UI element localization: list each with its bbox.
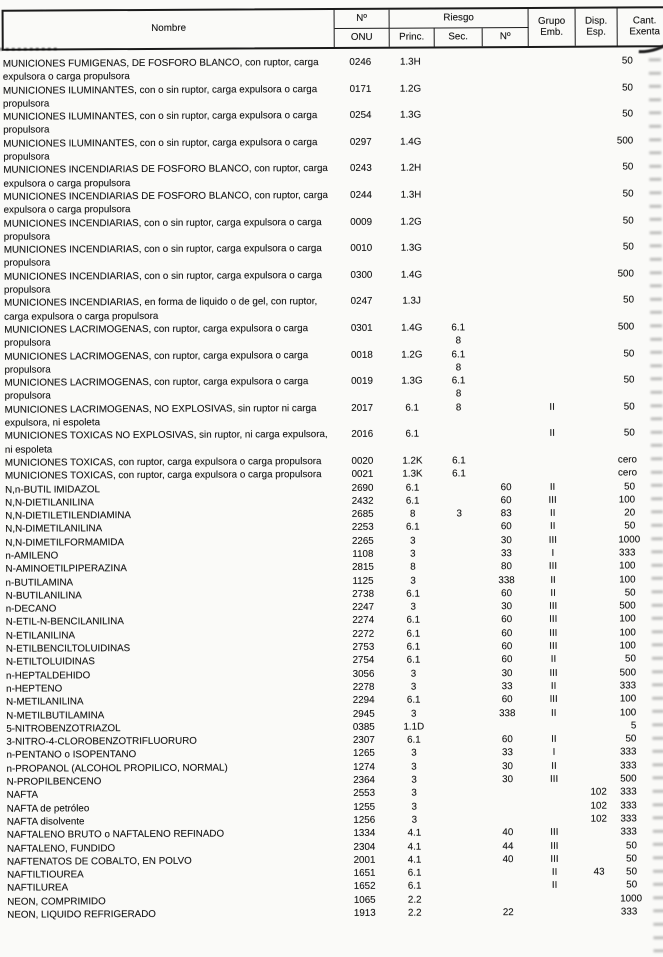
- substance-name: N-AMINOETILPIPERAZINA: [0, 561, 335, 576]
- risk-number: 80: [483, 560, 529, 574]
- risk-number: 30: [484, 600, 530, 614]
- risk-secondary: 6.1: [435, 454, 483, 468]
- risk-principal: 1.2K: [390, 454, 435, 468]
- risk-principal: 6.1: [391, 614, 436, 628]
- onu-number: 0021: [335, 468, 390, 482]
- table-row: [0, 81, 661, 111]
- packing-group: III: [531, 773, 578, 787]
- risk-number: 338: [484, 707, 530, 721]
- substance-name: n-HEPTENO: [1, 681, 336, 696]
- exempt-quantity: 333: [620, 786, 663, 800]
- exempt-quantity: 50: [620, 865, 663, 879]
- header-cant-exenta: Cant. Exenta: [618, 8, 663, 45]
- exempt-quantity: 333: [620, 812, 663, 826]
- exempt-quantity: 1000: [618, 533, 663, 547]
- risk-number: 30: [484, 667, 530, 681]
- risk-principal: 3: [392, 773, 437, 787]
- packing-group: III: [530, 666, 577, 680]
- substance-name: N-BUTILANILINA: [1, 588, 336, 603]
- packing-group: III: [529, 560, 576, 574]
- risk-principal: 3: [391, 760, 436, 774]
- onu-number: 2247: [336, 601, 391, 615]
- packing-group: II: [531, 866, 578, 880]
- risk-number: 40: [485, 853, 531, 867]
- exempt-quantity: 50: [616, 161, 661, 175]
- exempt-quantity: 100: [619, 639, 663, 653]
- onu-number: 1065: [337, 893, 392, 907]
- risk-number: 30: [483, 534, 529, 548]
- exempt-quantity: 500: [617, 267, 662, 281]
- header-onu: ONU: [335, 29, 390, 47]
- packing-group: II: [530, 653, 577, 667]
- risk-principal: 1.2G: [389, 348, 434, 362]
- packing-group: III: [530, 613, 577, 627]
- onu-number: 0019: [334, 375, 389, 389]
- packing-group: I: [529, 547, 576, 561]
- risk-principal: 3: [390, 547, 435, 561]
- exempt-quantity: 500: [619, 666, 663, 680]
- exempt-quantity: 100: [619, 626, 663, 640]
- exempt-quantity: 50: [620, 879, 663, 893]
- risk-number: 338: [484, 574, 530, 588]
- substance-name: MUNICIONES INCENDIARIAS DE FOSFORO BLANCO, con ruptor, carga expulsora o carga propulsora: [0, 189, 334, 217]
- table-row: [0, 187, 662, 217]
- substance-name: N-ETILBENCILTOLUIDINAS: [1, 641, 336, 656]
- onu-number: 0244: [333, 189, 388, 203]
- onu-number: 0243: [333, 162, 388, 176]
- table-row: [2, 905, 663, 922]
- risk-principal: 3: [390, 534, 435, 548]
- risk-principal: 6.1: [390, 521, 435, 535]
- packing-group: II: [530, 680, 577, 694]
- risk-principal: 6.1: [391, 694, 436, 708]
- substance-name: N-ETILANILINA: [1, 628, 336, 643]
- risk-number: 33: [483, 547, 529, 561]
- exempt-quantity: 50: [618, 427, 663, 441]
- packing-group: III: [529, 533, 576, 547]
- risk-principal: 1.3G: [389, 375, 434, 389]
- packing-group: III: [530, 693, 577, 707]
- substance-name: NAFTA de petróleo: [2, 801, 337, 816]
- exempt-quantity: cero: [618, 466, 663, 480]
- packing-group: II: [530, 733, 577, 747]
- packing-group: II: [530, 573, 577, 587]
- risk-number: 60: [483, 520, 529, 534]
- onu-number: 1108: [335, 548, 390, 562]
- risk-principal: 1.1D: [391, 720, 436, 734]
- exempt-quantity: 50: [619, 732, 663, 746]
- substance-name: N,N-DIETILETILENDIAMINA: [0, 508, 335, 523]
- onu-number: 2278: [336, 681, 391, 695]
- exempt-quantity: 50: [616, 54, 661, 68]
- exempt-quantity: 50: [619, 653, 663, 667]
- header-nombre: Nombre: [4, 10, 335, 49]
- onu-number: 2364: [337, 774, 392, 788]
- onu-number: 2945: [336, 707, 391, 721]
- risk-principal: 1.3G: [388, 109, 433, 123]
- onu-number: 1913: [337, 907, 392, 921]
- onu-number: 2272: [336, 627, 391, 641]
- exempt-quantity: 50: [617, 240, 662, 254]
- packing-group: III: [530, 640, 577, 654]
- exempt-quantity: 500: [619, 599, 663, 613]
- table-row: [0, 427, 663, 457]
- risk-number: 60: [484, 627, 530, 641]
- onu-number: 0301: [334, 322, 389, 336]
- exempt-quantity: 50: [619, 586, 663, 600]
- exempt-quantity: 50: [616, 187, 661, 201]
- risk-secondary: 6.1 8: [434, 348, 482, 375]
- onu-number: 0254: [333, 109, 388, 123]
- exempt-quantity: 100: [619, 573, 663, 587]
- header-disp-esp: Disp. Esp.: [576, 8, 618, 45]
- substance-name: MUNICIONES ILUMINANTES, con o sin ruptor, carga expulsora o carga propulsora: [0, 136, 333, 164]
- header-riesgo: Riesgo: [390, 9, 529, 29]
- risk-principal: 8: [390, 561, 435, 575]
- onu-number: 2690: [335, 481, 390, 495]
- onu-number: 2685: [335, 508, 390, 522]
- packing-group: III: [529, 494, 576, 508]
- onu-number: 1265: [336, 747, 391, 761]
- risk-secondary: 6.1: [435, 467, 483, 481]
- exempt-quantity: 333: [619, 759, 663, 773]
- risk-number: 44: [485, 839, 531, 853]
- substance-name: n-PENTANO o ISOPENTANO: [1, 747, 336, 762]
- risk-principal: 1.3H: [388, 55, 433, 69]
- exempt-quantity: 333: [620, 825, 663, 839]
- substance-name: N-METILBUTILAMINA: [1, 708, 336, 723]
- onu-number: 1652: [337, 880, 392, 894]
- risk-number: 60: [484, 640, 530, 654]
- risk-principal: 3: [392, 813, 437, 827]
- onu-number: 2265: [335, 534, 390, 548]
- exempt-quantity: 100: [618, 560, 663, 574]
- substance-name: n-PROPANOL (ALCOHOL PROPILICO, NORMAL): [1, 761, 336, 776]
- onu-number: 0246: [333, 56, 388, 70]
- risk-number: 60: [483, 494, 529, 508]
- exempt-quantity: 50: [618, 400, 663, 414]
- substance-name: NEON, LIQUIDO REFRIGERADO: [2, 907, 337, 922]
- risk-principal: 1.4G: [389, 321, 434, 335]
- risk-principal: 1.3K: [390, 468, 435, 482]
- special-provision: 102: [578, 799, 620, 813]
- risk-principal: 6.1: [391, 587, 436, 601]
- exempt-quantity: 333: [620, 799, 663, 813]
- substance-name: NAFTA disolvente: [2, 814, 337, 829]
- risk-principal: 4.1: [392, 840, 437, 854]
- onu-number: 0020: [335, 455, 390, 469]
- exempt-quantity: 50: [618, 480, 663, 494]
- risk-principal: 6.1: [392, 867, 437, 881]
- substance-name: MUNICIONES INCENDIARIAS, con o sin ruptor, carga expulsora o carga propulsora: [0, 269, 334, 297]
- exempt-quantity: 50: [617, 214, 662, 228]
- header-no: Nº: [483, 28, 529, 46]
- substance-name: MUNICIONES INCENDIARIAS DE FOSFORO BLANCO, con ruptor, carga expulsora o carga propulsora: [0, 162, 333, 190]
- header-princ: Princ.: [390, 28, 435, 46]
- table-header: [2, 6, 663, 51]
- substance-name: NAFTA: [2, 787, 337, 802]
- risk-secondary: 8: [435, 401, 483, 415]
- substance-name: 5-NITROBENZOTRIAZOL: [1, 721, 336, 736]
- onu-number: 2017: [335, 401, 390, 415]
- packing-group: II: [530, 706, 577, 720]
- substance-name: NAFTENATOS DE COBALTO, EN POLVO: [2, 854, 337, 869]
- table-row: [0, 134, 661, 164]
- exempt-quantity: 20: [618, 506, 663, 520]
- risk-number: 33: [484, 746, 530, 760]
- risk-secondary: 3: [435, 507, 483, 521]
- header-grupo-emb: Grupo Emb.: [529, 9, 576, 46]
- risk-number: 60: [483, 480, 529, 494]
- packing-group: III: [531, 853, 578, 867]
- exempt-quantity: 50: [620, 852, 663, 866]
- risk-number: 30: [485, 773, 531, 787]
- risk-number: 60: [484, 653, 530, 667]
- substance-name: N,N-DIETILANILINA: [0, 495, 335, 510]
- risk-principal: 3: [391, 680, 436, 694]
- onu-number: 1651: [337, 867, 392, 881]
- onu-number: 2753: [336, 641, 391, 655]
- onu-number: 0010: [334, 242, 389, 256]
- onu-number: 2304: [337, 840, 392, 854]
- onu-number: 1334: [337, 827, 392, 841]
- special-provision: 102: [578, 786, 620, 800]
- exempt-quantity: 500: [616, 134, 661, 148]
- exempt-quantity: 100: [619, 613, 663, 627]
- table-row: [0, 214, 662, 244]
- exempt-quantity: 100: [619, 693, 663, 707]
- exempt-quantity: 50: [617, 373, 662, 387]
- onu-number: 1255: [337, 800, 392, 814]
- risk-principal: 1.2H: [388, 162, 433, 176]
- substance-name: MUNICIONES TOXICAS, con ruptor, carga expulsora o carga propulsora: [0, 468, 335, 483]
- risk-number: 60: [484, 733, 530, 747]
- risk-principal: 6.1: [391, 654, 436, 668]
- substance-name: NAFTILTIOUREA: [2, 867, 337, 882]
- risk-principal: 1.2G: [388, 82, 433, 96]
- onu-number: 2553: [337, 787, 392, 801]
- substance-name: MUNICIONES ILUMINANTES, con o sin ruptor, carga expulsora o carga propulsora: [0, 83, 333, 111]
- risk-principal: 6.1: [392, 880, 437, 894]
- risk-principal: 2.2: [392, 906, 437, 920]
- onu-number: 1256: [337, 814, 392, 828]
- risk-principal: 1.4G: [388, 135, 433, 149]
- exempt-quantity: 50: [616, 81, 661, 95]
- packing-group: II: [529, 480, 576, 494]
- risk-principal: 6.1: [390, 494, 435, 508]
- risk-number: 60: [484, 587, 530, 601]
- table-row: [0, 320, 662, 350]
- substance-name: MUNICIONES INCENDIARIAS, con o sin ruptor, carga expulsora o carga propulsora: [0, 242, 334, 270]
- substance-name: NAFTILUREA: [2, 880, 337, 895]
- exempt-quantity: 100: [619, 706, 663, 720]
- onu-number: 0171: [333, 82, 388, 96]
- substance-name: MUNICIONES INCENDIARIAS, con o sin ruptor, carga expulsora o carga propulsora: [0, 216, 334, 244]
- risk-secondary: 6.1 8: [434, 321, 482, 348]
- substance-name: N,n-BUTIL IMIDAZOL: [0, 481, 335, 496]
- substance-name: MUNICIONES LACRIMOGENAS, con ruptor, carga expulsora o carga propulsora: [0, 375, 335, 403]
- onu-number: 2294: [336, 694, 391, 708]
- risk-number: 40: [485, 826, 531, 840]
- table-body: [0, 54, 663, 922]
- risk-number: 83: [483, 507, 529, 521]
- substance-name: n-DECANO: [1, 601, 336, 616]
- substance-name: NAFTALENO, FUNDIDO: [2, 840, 337, 855]
- risk-principal: 6.1: [390, 401, 435, 415]
- risk-principal: 2.2: [392, 893, 437, 907]
- substance-name: N-ETILTOLUIDINAS: [1, 654, 336, 669]
- substance-name: MUNICIONES INCENDIARIAS, en forma de liquido o de gel, con ruptor, carga expulsora o carga propulsora: [0, 295, 334, 323]
- header-onu-no: Nº: [335, 10, 390, 29]
- substance-name: N-PROPILBENCENO: [2, 774, 337, 789]
- exempt-quantity: 333: [619, 746, 663, 760]
- exempt-quantity: 5: [619, 719, 663, 733]
- substance-name: n-BUTILAMINA: [1, 575, 336, 590]
- table-row: [0, 161, 661, 191]
- risk-principal: 3: [392, 800, 437, 814]
- exempt-quantity: 50: [617, 347, 662, 361]
- packing-group: III: [530, 626, 577, 640]
- table-row: [0, 240, 662, 270]
- risk-principal: 3: [392, 787, 437, 801]
- packing-group: II: [531, 879, 578, 893]
- substance-name: MUNICIONES LACRIMOGENAS, con ruptor, carga expulsora o carga propulsora: [0, 322, 334, 350]
- exempt-quantity: 333: [618, 546, 663, 560]
- substance-name: NEON, COMPRIMIDO: [2, 894, 337, 909]
- substance-name: MUNICIONES LACRIMOGENAS, NO EXPLOSIVAS, sin ruptor ni carga expulsora, ni espoleta: [0, 402, 335, 430]
- table-row: [0, 267, 662, 297]
- risk-secondary: 6.1 8: [434, 374, 482, 401]
- onu-number: 2754: [336, 654, 391, 668]
- substance-name: 3-NITRO-4-CLOROBENZOTRIFLUORURO: [1, 734, 336, 749]
- risk-principal: 3: [391, 747, 436, 761]
- risk-number: 60: [484, 693, 530, 707]
- substance-name: NAFTALENO BRUTO o NAFTALENO REFINADO: [2, 827, 337, 842]
- risk-principal: 8: [390, 508, 435, 522]
- risk-principal: 1.3H: [388, 188, 433, 202]
- risk-number: 60: [484, 613, 530, 627]
- onu-number: 2432: [335, 494, 390, 508]
- risk-principal: 6.1: [390, 481, 435, 495]
- exempt-quantity: cero: [618, 453, 663, 467]
- table-row: [0, 373, 663, 403]
- risk-principal: 3: [391, 574, 436, 588]
- risk-number: 22: [485, 906, 531, 920]
- packing-group: I: [530, 746, 577, 760]
- onu-number: 0247: [334, 295, 389, 309]
- onu-number: 0300: [334, 268, 389, 282]
- onu-number: 2001: [337, 854, 392, 868]
- exempt-quantity: 50: [616, 107, 661, 121]
- exempt-quantity: 50: [617, 294, 662, 308]
- exempt-quantity: 1000: [620, 892, 663, 906]
- risk-principal: 3: [391, 601, 436, 615]
- risk-principal: 6.1: [390, 428, 435, 442]
- risk-principal: 3: [391, 707, 436, 721]
- risk-principal: 4.1: [392, 827, 437, 841]
- packing-group: II: [530, 587, 577, 601]
- substance-name: N,N-DIMETILFORMAMIDA: [0, 535, 335, 550]
- onu-number: 2738: [336, 588, 391, 602]
- substance-name: N-METILANILINA: [1, 694, 336, 709]
- exempt-quantity: 500: [620, 772, 663, 786]
- substance-name: MUNICIONES FUMIGENAS, DE FOSFORO BLANCO, con ruptor, carga expulsora o carga propulsora: [0, 56, 333, 84]
- substance-name: n-AMILENO: [0, 548, 335, 563]
- risk-principal: 1.3J: [389, 295, 434, 309]
- onu-number: 2307: [336, 734, 391, 748]
- onu-number: 0297: [333, 135, 388, 149]
- onu-number: 2016: [335, 428, 390, 442]
- risk-principal: 1.2G: [389, 215, 434, 229]
- exempt-quantity: 333: [619, 679, 663, 693]
- onu-number: 0385: [336, 721, 391, 735]
- special-provision: 102: [578, 812, 620, 826]
- substance-name: N-ETIL-N-BENCILANILINA: [1, 614, 336, 629]
- substance-name: MUNICIONES LACRIMOGENAS, con ruptor, carga expulsora o carga propulsora: [0, 349, 334, 377]
- header-sec: Sec.: [435, 28, 483, 46]
- packing-group: III: [531, 826, 578, 840]
- packing-group: II: [529, 520, 576, 534]
- table-row: [0, 294, 662, 324]
- risk-principal: 4.1: [392, 853, 437, 867]
- risk-principal: 6.1: [391, 641, 436, 655]
- table-row: [0, 107, 661, 137]
- table-row: [0, 54, 661, 84]
- onu-number: 0018: [334, 348, 389, 362]
- substance-name: n-HEPTALDEHIDO: [1, 668, 336, 683]
- onu-number: 2253: [335, 521, 390, 535]
- risk-principal: 6.1: [391, 627, 436, 641]
- substance-name: N,N-DIMETILANILINA: [0, 521, 335, 536]
- packing-group: II: [529, 427, 576, 441]
- exempt-quantity: 50: [620, 839, 663, 853]
- packing-group: II: [530, 759, 577, 773]
- substance-name: MUNICIONES ILUMINANTES, con o sin ruptor, carga expulsora o carga propulsora: [0, 109, 333, 137]
- risk-principal: 1.3G: [389, 242, 434, 256]
- risk-number: 30: [484, 760, 530, 774]
- substance-name: MUNICIONES TOXICAS NO EXPLOSIVAS, sin ruptor, ni carga expulsora, ni espoleta: [0, 428, 335, 456]
- exempt-quantity: 100: [618, 493, 663, 507]
- packing-group: III: [530, 600, 577, 614]
- packing-group: II: [529, 507, 576, 521]
- onu-number: 1125: [336, 574, 391, 588]
- risk-number: 33: [484, 680, 530, 694]
- table-row: [0, 400, 663, 430]
- risk-principal: 6.1: [391, 734, 436, 748]
- onu-number: 2274: [336, 614, 391, 628]
- exempt-quantity: 333: [620, 905, 663, 919]
- packing-group: III: [531, 839, 578, 853]
- onu-number: 1274: [336, 760, 391, 774]
- exempt-quantity: 500: [617, 320, 662, 334]
- special-provision: 43: [578, 866, 620, 880]
- onu-number: 3056: [336, 667, 391, 681]
- risk-principal: 3: [391, 667, 436, 681]
- substance-name: MUNICIONES TOXICAS, con ruptor, carga expulsora o carga propulsora: [0, 455, 335, 470]
- onu-number: 0009: [334, 215, 389, 229]
- onu-number: 2815: [335, 561, 390, 575]
- risk-principal: 1.4G: [389, 268, 434, 282]
- exempt-quantity: 50: [618, 520, 663, 534]
- packing-group: II: [529, 400, 576, 414]
- table-row: [0, 347, 662, 377]
